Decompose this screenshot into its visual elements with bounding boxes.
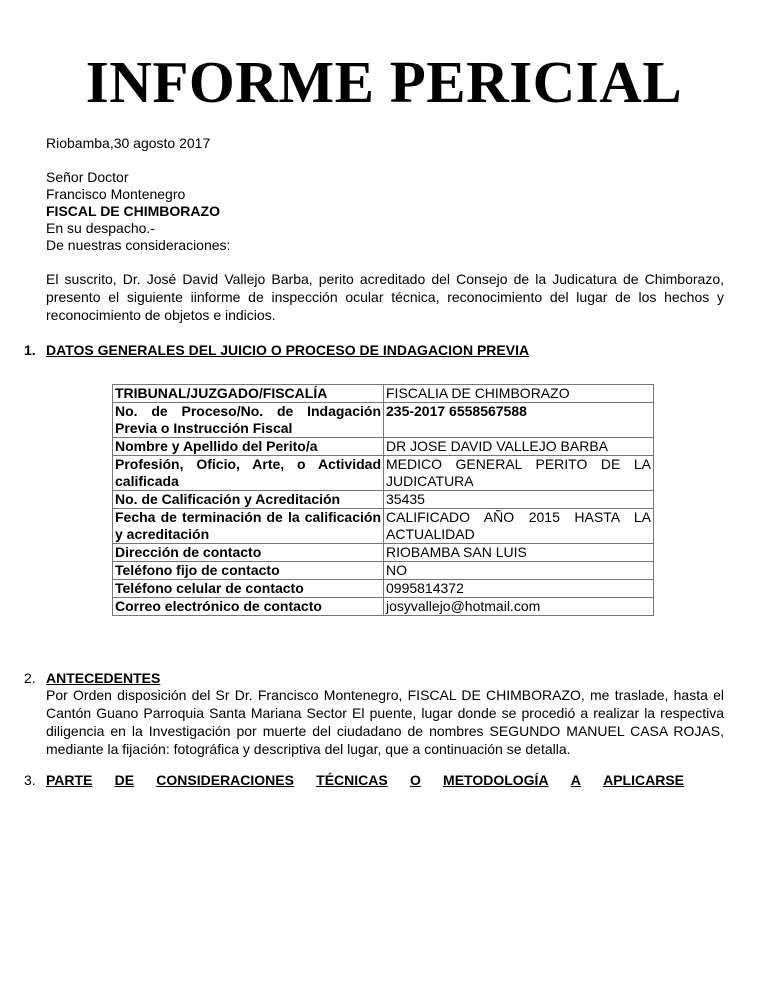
row-value: josyvallejo@hotmail.com — [384, 598, 654, 616]
row-label: TRIBUNAL/JUZGADO/FISCALÍA — [113, 385, 384, 403]
row-label: Fecha de terminación de la calificación y acreditación — [113, 509, 384, 544]
row-label: Teléfono celular de contacto — [113, 580, 384, 598]
intro-paragraph: El suscrito, Dr. José David Vallejo Barba, perito acreditado del Consejo de la Judicatura de Chimborazo, presento el siguiente iinforme de inspección ocular técnica, reconocimiento del lugar de los hechos y reconocimiento de objetos e indicios. — [46, 271, 724, 323]
section-2-heading — [24, 669, 160, 687]
section-3-word: O — [409, 772, 421, 788]
row-label: Nombre y Apellido del Perito/a — [113, 438, 384, 456]
section-2-title: ANTECEDENTES — [46, 670, 161, 686]
section-3-title — [46, 771, 684, 789]
row-label: Teléfono fijo de contacto — [113, 562, 384, 580]
location-line: En su despacho.- — [46, 220, 155, 236]
section-1-number: 1. — [24, 342, 36, 358]
table-row — [113, 544, 654, 562]
row-value: MEDICO GENERAL PERITO DE LA JUDICATURA — [384, 456, 654, 491]
document-title: INFORME PERICIAL — [85, 49, 683, 115]
table-row — [113, 403, 654, 438]
section-1-heading — [24, 341, 529, 359]
recipient-name: Francisco Montenegro — [46, 186, 186, 202]
row-value: NO — [384, 562, 654, 580]
row-label: Dirección de contacto — [113, 544, 384, 562]
section-3-word: CONSIDERACIONES — [156, 772, 294, 788]
row-value: RIOBAMBA SAN LUIS — [384, 544, 654, 562]
section-1-title: DATOS GENERALES DEL JUICIO O PROCESO DE INDAGACION PREVIA — [46, 342, 530, 358]
row-value: DR JOSE DAVID VALLEJO BARBA — [384, 438, 654, 456]
section-3-word: METODOLOGÍA — [443, 772, 549, 788]
table-row — [113, 456, 654, 491]
row-label: Profesión, Oficio, Arte, o Actividad calificada — [113, 456, 384, 491]
row-value: 235-2017 6558567588 — [384, 403, 654, 438]
section-2-number: 2. — [24, 670, 36, 686]
table-row — [113, 580, 654, 598]
table-row — [113, 438, 654, 456]
row-value: CALIFICADO AÑO 2015 HASTA LA ACTUALIDAD — [384, 509, 654, 544]
table-row — [113, 562, 654, 580]
section-3-word: A — [570, 772, 581, 788]
table-row — [113, 509, 654, 544]
date-line: Riobamba,30 agosto 2017 — [46, 135, 211, 151]
row-value: 0995814372 — [384, 580, 654, 598]
table-row — [113, 385, 654, 403]
table-row — [113, 491, 654, 509]
table-row — [113, 598, 654, 616]
section-3-number: 3. — [24, 772, 36, 788]
recipient-role: FISCAL DE CHIMBORAZO — [46, 203, 220, 219]
general-data-table — [112, 384, 654, 616]
row-label: Correo electrónico de contacto — [113, 598, 384, 616]
section-3-word: DE — [114, 772, 135, 788]
row-value: FISCALIA DE CHIMBORAZO — [384, 385, 654, 403]
salutation: Señor Doctor — [46, 169, 129, 185]
section-3-word: PARTE — [46, 772, 93, 788]
row-label: No. de Proceso/No. de Indagación Previa o Instrucción Fiscal — [113, 403, 384, 438]
section-2-paragraph: Por Orden disposición del Sr Dr. Francisco Montenegro, FISCAL DE CHIMBORAZO, me traslade, hasta el Cantón Guano Parroquia Santa Mariana Sector El puente, lugar donde se procedió a realizar la respectiva diligencia en la Investigación por muerte del ciudadano de nombres SEGUNDO MANUEL CASA ROJAS, mediante la fijación: fotográfica y descriptiva del lugar, que a continuación se detalla. — [46, 687, 724, 757]
row-label: No. de Calificación y Acreditación — [113, 491, 384, 509]
section-3-word: APLICARSE — [603, 772, 684, 788]
section-3-word: TÉCNICAS — [316, 772, 388, 788]
greeting-line: De nuestras consideraciones: — [46, 237, 231, 253]
row-value: 35435 — [384, 491, 654, 509]
